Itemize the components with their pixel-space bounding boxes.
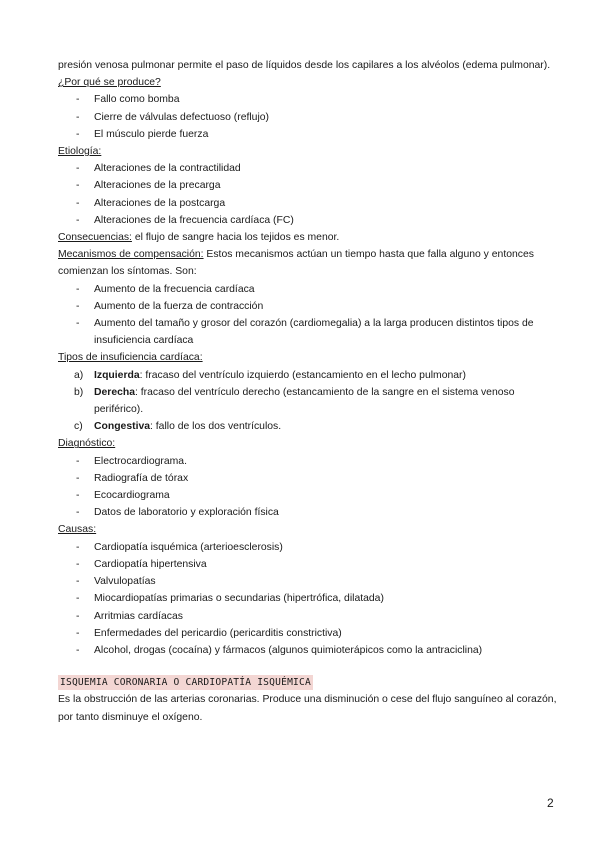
causas-list: [58, 539, 558, 659]
dash-marker: -: [76, 541, 80, 553]
list-item: - Cardiopatía hipertensiva: [58, 556, 558, 573]
causas-heading: Causas:: [58, 524, 97, 536]
consecuencias-label: Consecuencias:: [58, 232, 132, 244]
dash-marker: -: [76, 214, 80, 226]
list-item: - Fallo como bomba: [58, 91, 558, 108]
dash-marker: -: [76, 128, 80, 140]
list-item: - El músculo pierde fuerza: [58, 126, 558, 143]
por-que-list: [58, 91, 558, 143]
list-item: - Datos de laboratorio y exploración física: [58, 504, 558, 521]
dash-marker: -: [76, 472, 80, 484]
tipos-heading: Tipos de insuficiencia cardíaca:: [58, 352, 203, 364]
list-item: - Miocardiopatías primarias o secundarias (hipertrófica, dilatada): [58, 590, 558, 607]
diagnostico-list: [58, 453, 558, 522]
list-item: a) Izquierda: fracaso del ventrículo izquierdo (estancamiento en el lecho pulmonar): [58, 367, 558, 384]
dash-marker: -: [76, 163, 80, 175]
intro-paragraph: presión venosa pulmonar permite el paso de líquidos desde los capilares a los alvéolos (edema pulmonar).: [58, 60, 551, 71]
list-item: - Enfermedades del pericardio (pericarditis constrictiva): [58, 625, 558, 642]
list-item: - Ecocardiograma: [58, 487, 558, 504]
letter-marker: a): [74, 369, 84, 381]
list-item: - Alcohol, drogas (cocaína) y fármacos (algunos quimioterápicos como la antraciclina): [58, 642, 558, 659]
dash-marker: -: [76, 593, 80, 605]
dash-marker: -: [76, 610, 80, 622]
page-number: 2: [547, 796, 554, 810]
dash-marker: -: [76, 507, 80, 519]
mecanismos-text: Estos mecanismos actúan un tiempo hasta que falla alguno y entonces comienzan los síntomas. Son:: [58, 249, 534, 278]
letter-marker: b): [74, 386, 84, 398]
mecanismos-label: Mecanismos de compensación:: [58, 249, 204, 261]
list-item: - Valvulopatías: [58, 573, 558, 590]
consecuencias-text: el flujo de sangre hacia los tejidos es menor.: [131, 232, 340, 244]
mecanismos-paragraph: [58, 246, 558, 280]
isquemia-heading: ISQUEMIA CORONARIA O CARDIOPATÍA ISQUÉMICA: [60, 677, 311, 689]
etiologia-heading: Etiología:: [58, 146, 102, 158]
diagnostico-heading: Diagnóstico:: [58, 438, 116, 450]
dash-marker: -: [76, 197, 80, 209]
dash-marker: -: [76, 455, 80, 467]
tipos-list: [58, 367, 558, 436]
mecanismos-list: [58, 281, 558, 350]
document-page: [58, 57, 558, 726]
por-que-heading: ¿Por qué se produce?: [58, 77, 161, 89]
dash-marker: -: [76, 490, 80, 502]
list-item: - Aumento de la frecuencia cardíaca: [58, 281, 558, 298]
dash-marker: -: [76, 180, 80, 192]
isquemia-heading-wrap: [58, 659, 558, 691]
list-item: - Cierre de válvulas defectuoso (reflujo): [58, 109, 558, 126]
dash-marker: -: [76, 644, 80, 656]
list-item: - Alteraciones de la precarga: [58, 177, 558, 194]
dash-marker: -: [76, 111, 80, 123]
list-item: c) Congestiva: fallo de los dos ventrículos.: [58, 418, 558, 435]
dash-marker: -: [76, 283, 80, 295]
consecuencias-paragraph: [58, 229, 558, 246]
list-item: - Cardiopatía isquémica (arterioesclerosis): [58, 539, 558, 556]
list-item: - Alteraciones de la frecuencia cardíaca (FC): [58, 212, 558, 229]
dash-marker: -: [76, 558, 80, 570]
list-item: - Aumento del tamaño y grosor del corazón (cardiomegalia) a la larga producen distintos tipos de insuficiencia cardíaca: [58, 315, 558, 349]
dash-marker: -: [76, 576, 80, 588]
letter-marker: c): [74, 421, 83, 433]
list-item: - Alteraciones de la postcarga: [58, 195, 558, 212]
list-item: - Alteraciones de la contractilidad: [58, 160, 558, 177]
list-item: - Arritmias cardíacas: [58, 608, 558, 625]
dash-marker: -: [76, 300, 80, 312]
dash-marker: -: [76, 318, 80, 330]
list-item: b) Derecha: fracaso del ventrículo derecho (estancamiento de la sangre en el sistema venoso periférico).: [58, 384, 558, 418]
list-item: - Electrocardiograma.: [58, 453, 558, 470]
list-item: - Aumento de la fuerza de contracción: [58, 298, 558, 315]
etiologia-list: [58, 160, 558, 229]
dash-marker: -: [76, 627, 80, 639]
list-item: - Radiografía de tórax: [58, 470, 558, 487]
isquemia-paragraph: Es la obstrucción de las arterias coronarias. Produce una disminución o cese del flujo sanguíneo al corazón, por tanto disminuye el oxígeno.: [58, 694, 557, 723]
dash-marker: -: [76, 94, 80, 106]
